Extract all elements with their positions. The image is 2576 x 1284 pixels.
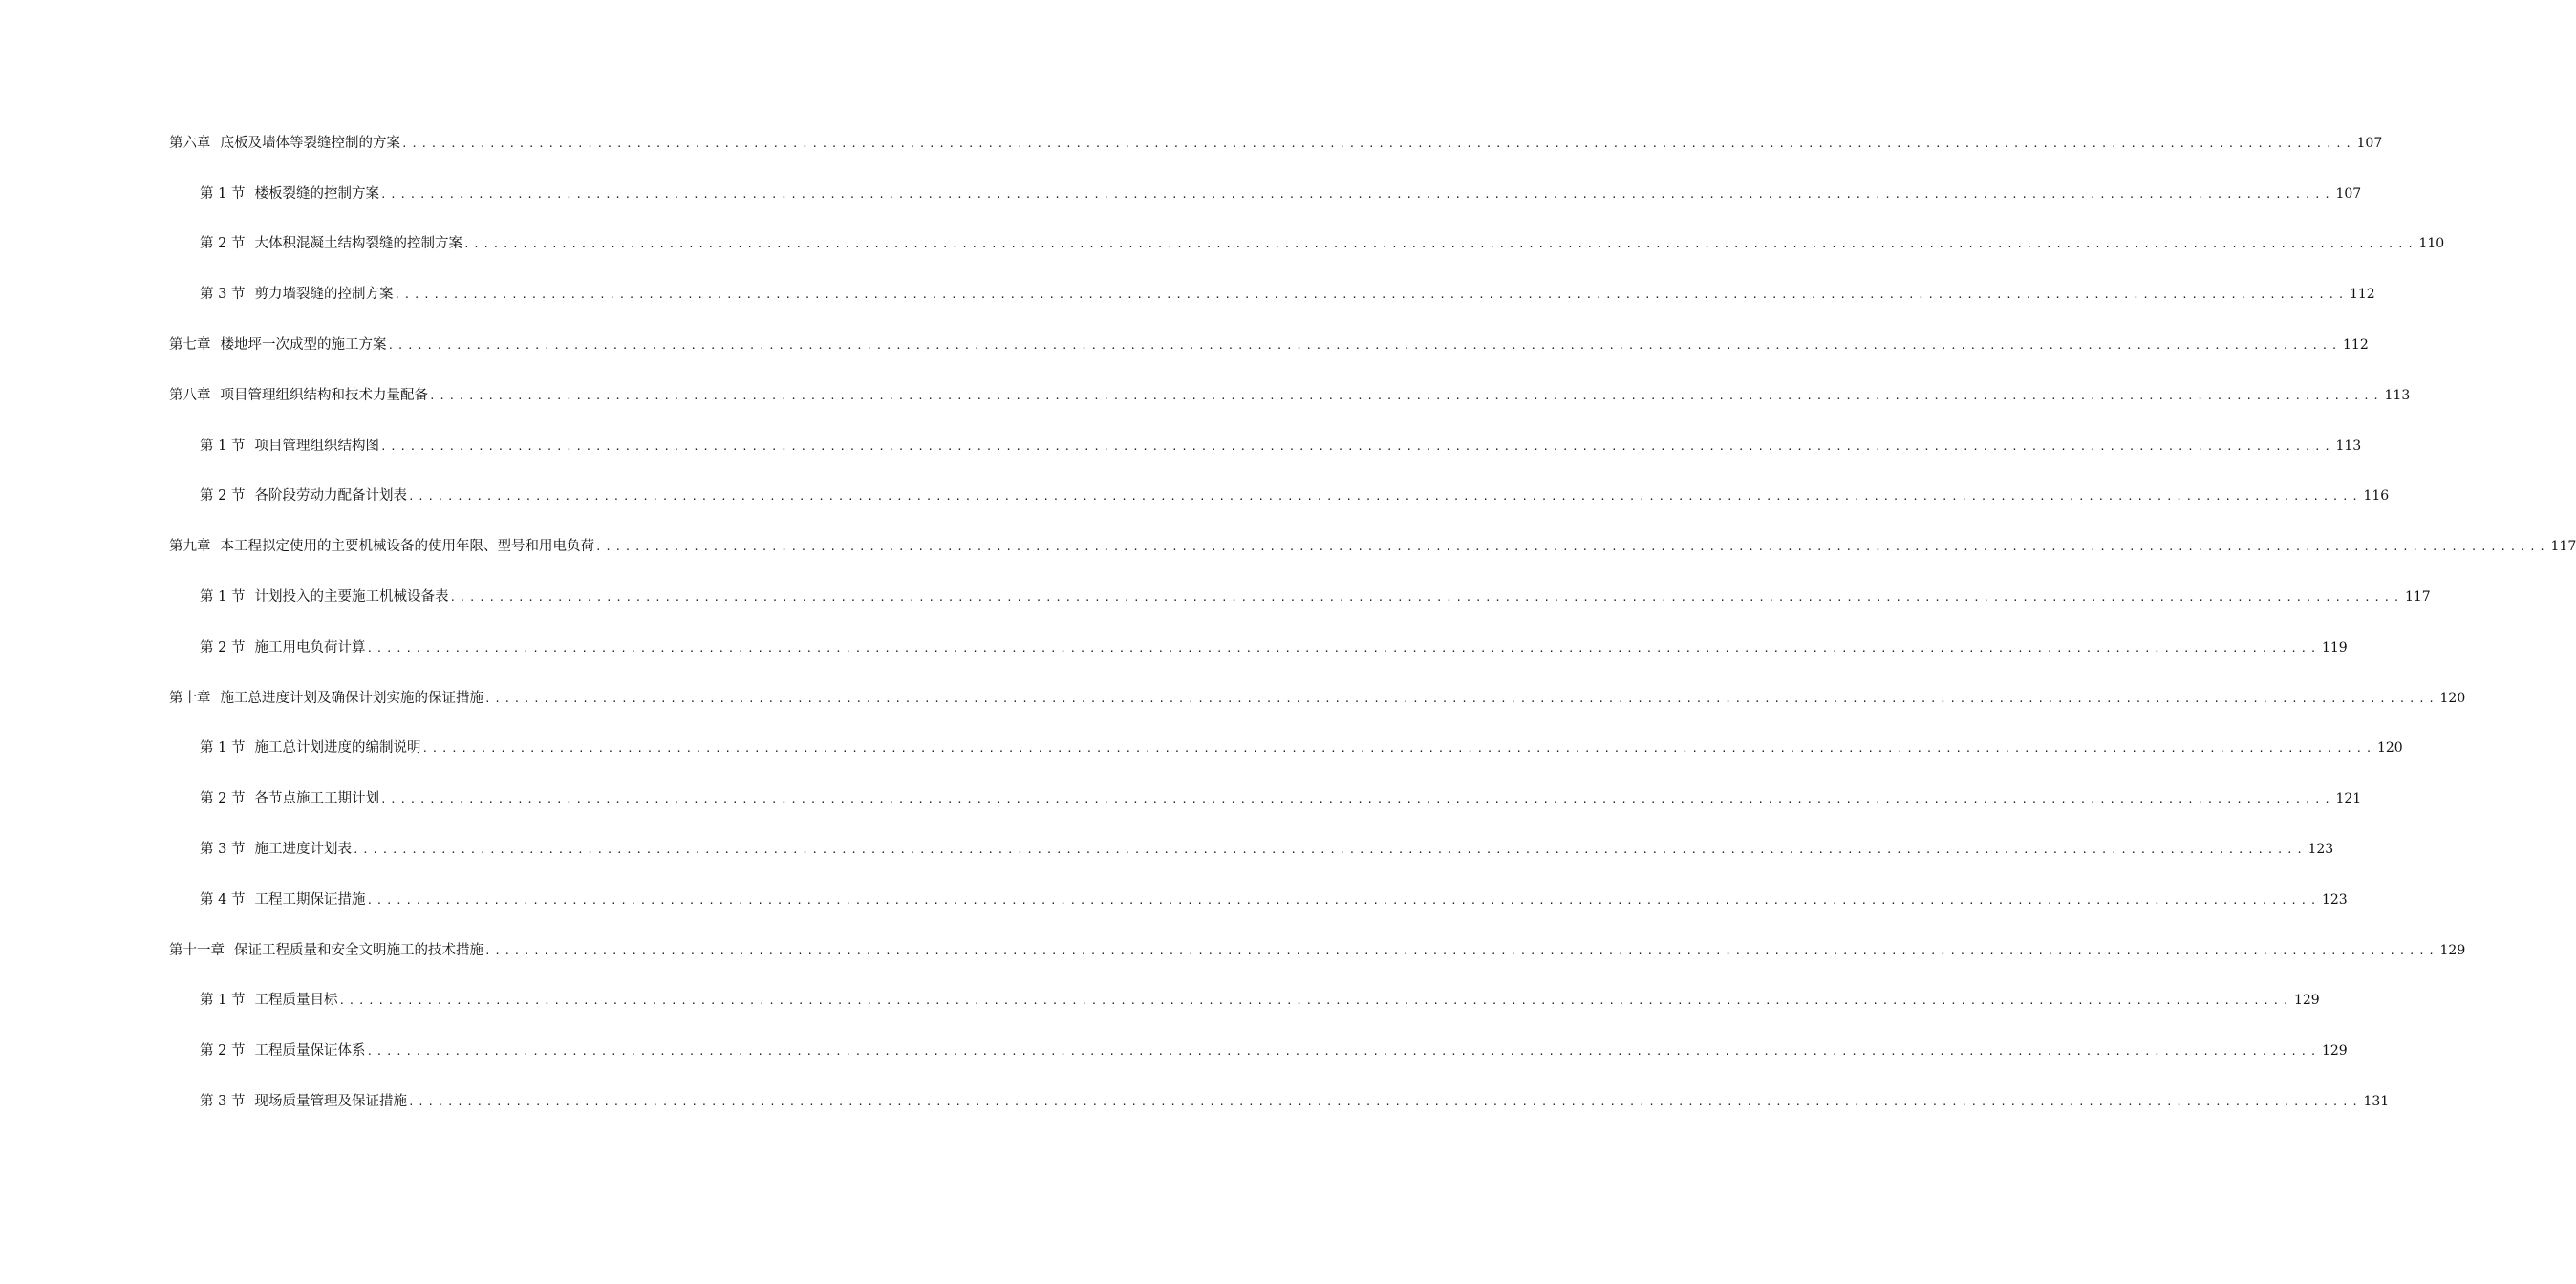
toc-entry-title: 计划投入的主要施工机械设备表 xyxy=(254,589,449,606)
toc-entry-page-number: 107 xyxy=(2335,185,2362,202)
toc-entry-row xyxy=(169,537,2576,557)
toc-entry-number: 第 2 节 xyxy=(200,639,246,655)
toc-entry-title: 楼板裂缝的控制方案 xyxy=(254,185,379,202)
toc-section-entry[interactable] xyxy=(0,976,2320,1027)
toc-entry-row xyxy=(200,234,2445,254)
toc-entry-row xyxy=(200,789,2362,809)
toc-entry-page-number: 129 xyxy=(2293,993,2320,1009)
toc-entry-number: 第 3 节 xyxy=(200,287,246,303)
toc-entry-page-number: 119 xyxy=(2321,639,2348,655)
toc-chapter-entry[interactable] xyxy=(0,320,2369,371)
toc-entry-row xyxy=(200,840,2334,860)
toc-entry-number: 第 1 节 xyxy=(200,993,246,1009)
toc-entry-number: 第六章 xyxy=(169,135,211,151)
dot-leader: ........................................................................................................................................................................................................ xyxy=(366,641,2320,654)
toc-entry-page-number: 112 xyxy=(2349,287,2375,303)
toc-entry-number: 第 2 节 xyxy=(200,488,246,504)
toc-entry-page-number: 131 xyxy=(2363,1094,2390,1110)
toc-entry-page-number: 123 xyxy=(2321,891,2348,908)
toc-entry-page-number: 107 xyxy=(2356,135,2383,151)
toc-entry-title: 工程质量保证体系 xyxy=(254,1043,366,1059)
toc-entry-page-number: 112 xyxy=(2343,337,2369,353)
dot-leader: ........................................................................................................................................................................................................ xyxy=(366,893,2320,907)
dot-leader: ........................................................................................................................................................................................................ xyxy=(366,1045,2320,1059)
toc-entry-number: 第 2 节 xyxy=(200,791,246,807)
toc-entry-row xyxy=(169,941,2466,961)
toc-entry-page-number: 113 xyxy=(2335,438,2362,454)
dot-leader: ........................................................................................................................................................................................................ xyxy=(407,490,2362,503)
toc-entry-number: 第十一章 xyxy=(169,942,225,958)
toc-entry-row xyxy=(169,335,2369,355)
dot-leader: ........................................................................................................................................................................................................ xyxy=(449,591,2403,605)
toc-entry-title: 施工进度计划表 xyxy=(254,842,352,858)
toc-entry-number: 第 3 节 xyxy=(200,842,246,858)
toc-entry-page-number: 120 xyxy=(2439,690,2466,706)
toc-entry-row xyxy=(200,1092,2390,1112)
toc-entry-number: 第 1 节 xyxy=(200,438,246,454)
toc-entry-number: 第 2 节 xyxy=(200,236,246,252)
toc-entry-title: 楼地坪一次成型的施工方案 xyxy=(220,337,387,353)
toc-entry-title: 本工程拟定使用的主要机械设备的使用年限、型号和用电负荷 xyxy=(220,539,594,555)
toc-entry-page-number: 117 xyxy=(2550,539,2576,555)
toc-entry-row xyxy=(200,991,2320,1011)
toc-section-entry[interactable] xyxy=(0,472,2390,523)
toc-section-entry[interactable] xyxy=(0,623,2348,674)
toc-chapter-entry[interactable] xyxy=(0,371,2411,421)
toc-entry-row xyxy=(200,285,2375,305)
dot-leader: ........................................................................................................................................................................................................ xyxy=(595,541,2549,554)
toc-entry-row xyxy=(169,134,2383,154)
toc-entry-title: 项目管理组织结构和技术力量配备 xyxy=(220,387,428,403)
toc-entry-number: 第十章 xyxy=(169,690,211,706)
toc-entry-row xyxy=(200,890,2348,910)
toc-entry-title: 剪力墙裂缝的控制方案 xyxy=(254,287,394,303)
toc-entry-row xyxy=(200,1041,2348,1061)
toc-entry-row xyxy=(200,738,2403,759)
dot-leader: ........................................................................................................................................................................................................ xyxy=(394,289,2348,302)
toc-chapter-entry[interactable] xyxy=(0,674,2466,724)
toc-section-entry[interactable] xyxy=(0,774,2362,824)
toc-entry-title: 工程工期保证措施 xyxy=(254,891,366,908)
toc-entry-title: 底板及墙体等裂缝控制的方案 xyxy=(220,135,400,151)
toc-section-entry[interactable] xyxy=(0,1026,2348,1077)
dot-leader: ........................................................................................................................................................................................................ xyxy=(421,742,2375,756)
toc-entry-title: 各节点施工工期计划 xyxy=(254,791,379,807)
dot-leader: ........................................................................................................................................................................................................ xyxy=(379,793,2334,806)
dot-leader: ........................................................................................................................................................................................................ xyxy=(352,844,2307,857)
dot-leader: ........................................................................................................................................................................................................ xyxy=(484,944,2438,957)
toc-section-entry[interactable] xyxy=(0,169,2362,220)
toc-entry-page-number: 129 xyxy=(2321,1043,2348,1059)
toc-entry-page-number: 113 xyxy=(2384,387,2411,403)
toc-entry-title: 工程质量目标 xyxy=(254,993,338,1009)
toc-chapter-entry[interactable] xyxy=(0,926,2466,976)
dot-leader: ........................................................................................................................................................................................................ xyxy=(401,137,2355,150)
toc-entry-title: 现场质量管理及保证措施 xyxy=(254,1094,407,1110)
toc-entry-page-number: 123 xyxy=(2308,842,2334,858)
dot-leader: ........................................................................................................................................................................................................ xyxy=(379,439,2334,453)
toc-entry-number: 第 4 节 xyxy=(200,891,246,908)
toc-entry-page-number: 110 xyxy=(2418,236,2445,252)
table-of-contents xyxy=(0,118,2576,1127)
toc-section-entry[interactable] xyxy=(0,1077,2390,1127)
toc-entry-title: 施工用电负荷计算 xyxy=(254,639,366,655)
dot-leader: ........................................................................................................................................................................................................ xyxy=(462,238,2417,251)
toc-entry-row xyxy=(200,437,2362,457)
toc-entry-title: 保证工程质量和安全文明施工的技术措施 xyxy=(234,942,483,958)
toc-section-entry[interactable] xyxy=(0,220,2445,270)
toc-section-entry[interactable] xyxy=(0,421,2362,472)
toc-section-entry[interactable] xyxy=(0,824,2334,875)
toc-entry-page-number: 121 xyxy=(2335,791,2362,807)
toc-section-entry[interactable] xyxy=(0,269,2375,320)
toc-entry-number: 第 1 节 xyxy=(200,185,246,202)
toc-entry-row xyxy=(200,588,2431,608)
toc-entry-number: 第九章 xyxy=(169,539,211,555)
dot-leader: ........................................................................................................................................................................................................ xyxy=(379,187,2334,201)
toc-entry-title: 各阶段劳动力配备计划表 xyxy=(254,488,407,504)
toc-entry-row xyxy=(200,184,2362,204)
toc-entry-title: 施工总计划进度的编制说明 xyxy=(254,740,421,757)
dot-leader: ........................................................................................................................................................................................................ xyxy=(484,692,2438,705)
dot-leader: ........................................................................................................................................................................................................ xyxy=(407,1096,2362,1109)
toc-chapter-entry[interactable] xyxy=(0,118,2383,169)
toc-entry-page-number: 117 xyxy=(2404,589,2431,606)
toc-entry-page-number: 129 xyxy=(2439,942,2466,958)
toc-entry-row xyxy=(169,689,2466,709)
toc-entry-row xyxy=(200,638,2348,658)
toc-entry-page-number: 120 xyxy=(2376,740,2403,757)
toc-section-entry[interactable] xyxy=(0,724,2403,775)
toc-entry-number: 第 1 节 xyxy=(200,589,246,606)
dot-leader: ........................................................................................................................................................................................................ xyxy=(387,339,2342,353)
toc-section-entry[interactable] xyxy=(0,875,2348,926)
dot-leader: ........................................................................................................................................................................................................ xyxy=(429,389,2383,402)
toc-entry-row xyxy=(200,486,2390,506)
toc-chapter-entry[interactable] xyxy=(0,522,2576,572)
toc-entry-title: 大体积混凝土结构裂缝的控制方案 xyxy=(254,236,462,252)
toc-entry-number: 第 2 节 xyxy=(200,1043,246,1059)
toc-section-entry[interactable] xyxy=(0,572,2431,623)
toc-entry-number: 第八章 xyxy=(169,387,211,403)
toc-entry-number: 第 1 节 xyxy=(200,740,246,757)
toc-entry-page-number: 116 xyxy=(2363,488,2390,504)
dot-leader: ........................................................................................................................................................................................................ xyxy=(338,995,2292,1008)
toc-entry-title: 施工总进度计划及确保计划实施的保证措施 xyxy=(220,690,483,706)
toc-entry-title: 项目管理组织结构图 xyxy=(254,438,379,454)
toc-entry-row xyxy=(169,386,2411,406)
toc-entry-number: 第七章 xyxy=(169,337,211,353)
toc-entry-number: 第 3 节 xyxy=(200,1094,246,1110)
